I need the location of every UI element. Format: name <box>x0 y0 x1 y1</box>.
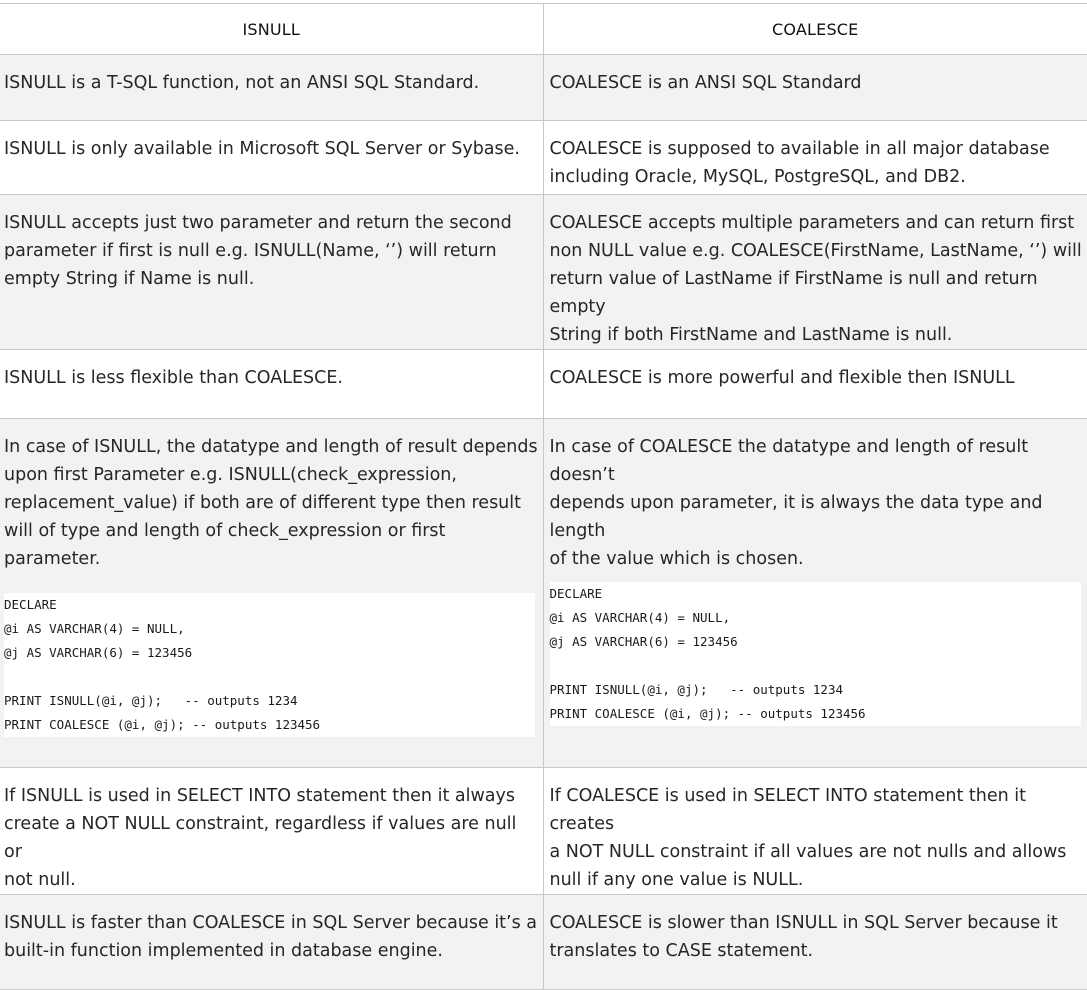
coalesce-cell <box>543 768 1087 895</box>
isnull-text: ISNULL is only available in Microsoft SQL Server or Sybase. <box>0 121 543 163</box>
table-row <box>0 195 1087 350</box>
coalesce-cell <box>543 55 1087 121</box>
coalesce-text: COALESCE is an ANSI SQL Standard <box>544 55 1087 97</box>
coalesce-cell <box>543 121 1087 195</box>
coalesce-text: If COALESCE is used in SELECT INTO statement then it creates a NOT NULL constraint if all values are not nulls and allows null if any one value is NULL. <box>544 768 1087 894</box>
coalesce-cell <box>543 419 1087 768</box>
coalesce-text: COALESCE is supposed to available in all major database including Oracle, MySQL, PostgreSQL, and DB2. <box>544 121 1087 191</box>
coalesce-text: COALESCE is slower than ISNULL in SQL Server because it translates to CASE statement. <box>544 895 1087 965</box>
isnull-cell <box>0 121 543 195</box>
header-coalesce: COALESCE <box>543 4 1087 55</box>
isnull-cell <box>0 419 543 768</box>
isnull-text: ISNULL is faster than COALESCE in SQL Server because it’s a built-in function implemented in database engine. <box>0 895 543 965</box>
table-row <box>0 768 1087 895</box>
coalesce-cell <box>543 350 1087 419</box>
coalesce-text: COALESCE is more powerful and flexible then ISNULL <box>544 350 1087 392</box>
table-row <box>0 419 1087 768</box>
isnull-text: In case of ISNULL, the datatype and length of result depends upon first Parameter e.g. ISNULL(check_expression, replacement_value) if both are of different type then result will of type and length of check_expression or first parameter. <box>0 419 543 573</box>
coalesce-cell <box>543 195 1087 350</box>
isnull-text: If ISNULL is used in SELECT INTO statement then it always create a NOT NULL constraint, regardless if values are null or not null. <box>0 768 543 894</box>
isnull-cell <box>0 895 543 990</box>
isnull-text: ISNULL is a T-SQL function, not an ANSI SQL Standard. <box>0 55 543 97</box>
table-row <box>0 55 1087 121</box>
coalesce-code-block: DECLARE @i AS VARCHAR(4) = NULL, @j AS VARCHAR(6) = 123456 PRINT ISNULL(@i, @j); -- outputs 1234 PRINT COALESCE (@i, @j); -- outputs 123456 <box>550 582 1082 726</box>
isnull-cell <box>0 768 543 895</box>
comparison-table <box>0 3 1087 990</box>
table-row <box>0 895 1087 990</box>
table-row <box>0 121 1087 195</box>
header-isnull: ISNULL <box>0 4 543 55</box>
table-row <box>0 350 1087 419</box>
header-row <box>0 4 1087 55</box>
isnull-text: ISNULL accepts just two parameter and return the second parameter if first is null e.g. ISNULL(Name, ‘’) will return empty String if Name is null. <box>0 195 543 293</box>
isnull-cell <box>0 55 543 121</box>
isnull-cell <box>0 350 543 419</box>
isnull-code-block: DECLARE @i AS VARCHAR(4) = NULL, @j AS VARCHAR(6) = 123456 PRINT ISNULL(@i, @j); -- outputs 1234 PRINT COALESCE (@i, @j); -- outputs 123456 <box>4 593 535 737</box>
coalesce-text: In case of COALESCE the datatype and length of result doesn’t depends upon parameter, it is always the data type and length of the value which is chosen. <box>544 419 1087 573</box>
isnull-cell <box>0 195 543 350</box>
coalesce-cell <box>543 895 1087 990</box>
coalesce-text: COALESCE accepts multiple parameters and can return first non NULL value e.g. COALESCE(FirstName, LastName, ‘’) will return value of LastName if FirstName is null and return empty String if both FirstName and LastName is null. <box>544 195 1087 349</box>
isnull-text: ISNULL is less flexible than COALESCE. <box>0 350 543 392</box>
